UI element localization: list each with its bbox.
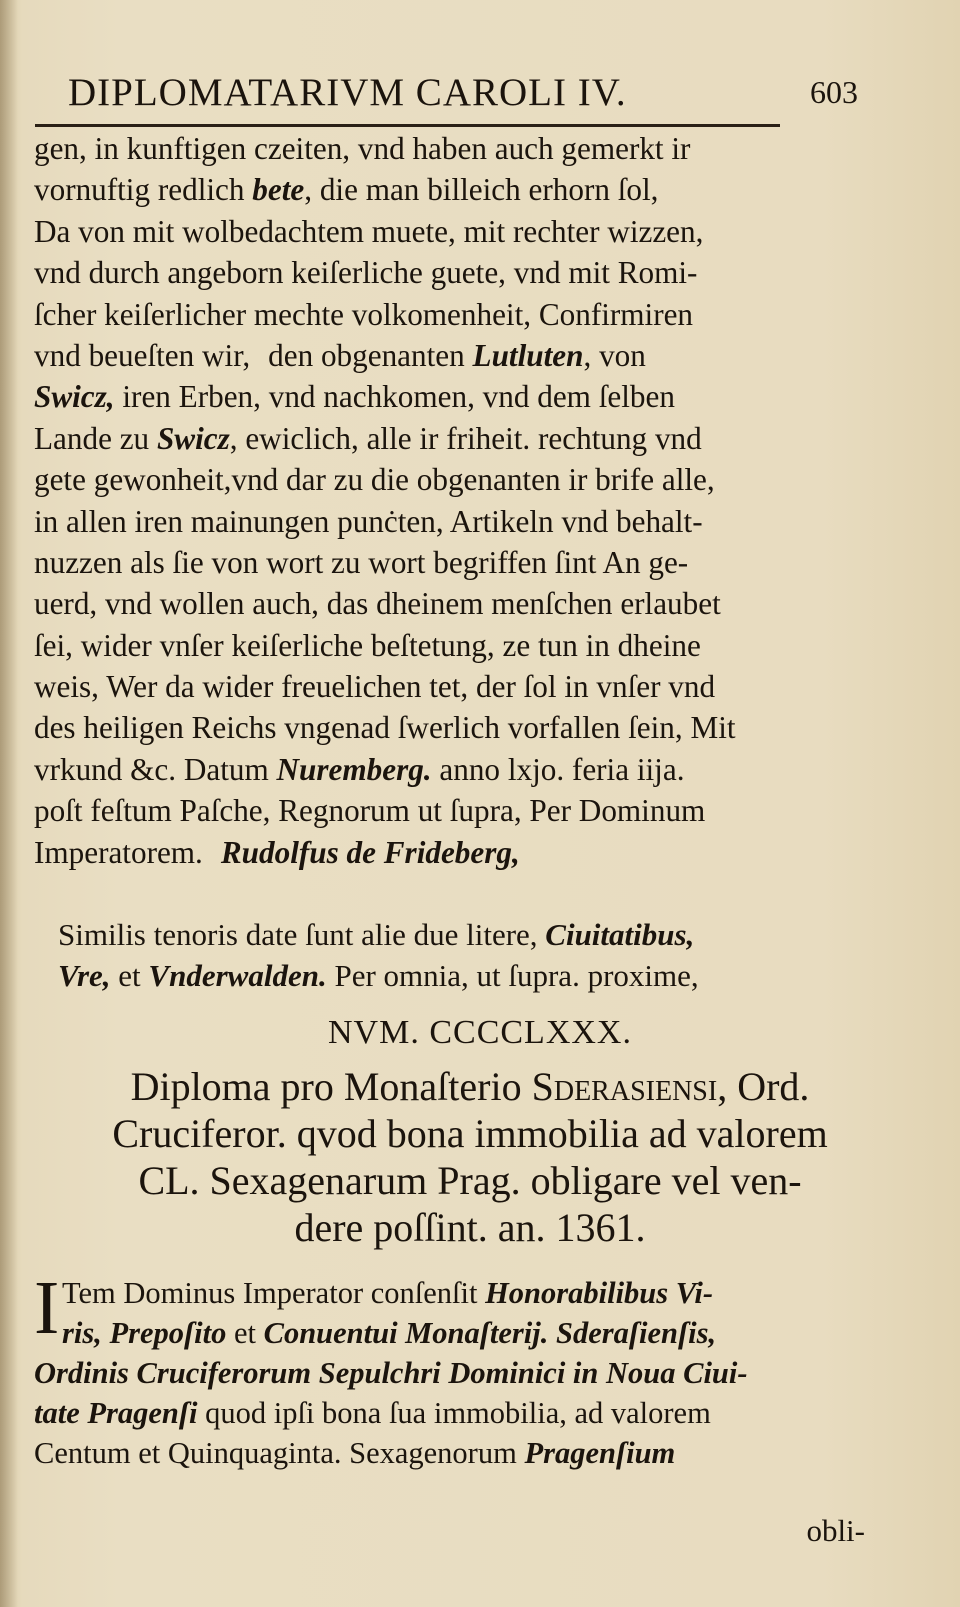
title-line bbox=[30, 1063, 910, 1110]
text-segment: Centum et Quinquaginta. Sexagenorum bbox=[34, 1436, 517, 1470]
text-segment: , Ord. bbox=[717, 1064, 810, 1109]
italic-place: Nuremberg. bbox=[276, 751, 432, 787]
italic-place: Swicz bbox=[156, 420, 230, 456]
text-line: des heiligen Reichs vngenad ſwerlich vorfallen ſein, Mit bbox=[34, 710, 736, 746]
letter-text bbox=[34, 128, 854, 873]
text-line: gen, in kunftigen czeiten, vnd haben auch gemerkt ir bbox=[34, 131, 691, 166]
text-line: ſei, wider vnſer keiſerliche beſtetung, ze tun in dheine bbox=[34, 627, 701, 663]
text-line bbox=[34, 169, 854, 210]
text-line bbox=[34, 418, 854, 459]
text-line bbox=[34, 376, 854, 417]
title-line: dere poſſint. an. 1361. bbox=[294, 1205, 646, 1250]
text-segment: et bbox=[226, 1316, 264, 1350]
running-head: DIPLOMATARIVM CAROLI IV. bbox=[68, 71, 627, 114]
text-line: poſt feſtum Paſche, Regnorum ut ſupra, Per Dominum bbox=[34, 793, 706, 829]
page-number: 603 bbox=[810, 74, 858, 110]
text-line bbox=[34, 1353, 864, 1393]
text-line: uerd, vnd wollen auch, das dheinem menſchen erlaubet bbox=[34, 586, 721, 622]
document-paragraph bbox=[34, 1266, 864, 1473]
header-rule bbox=[35, 124, 780, 127]
text-segment: vrkund &c. Datum bbox=[34, 751, 269, 787]
italic-place: Vnderwalden. bbox=[148, 958, 327, 994]
text-line: nuzzen als ſie von wort zu wort begriffen ſint An ge- bbox=[34, 544, 689, 580]
text-line bbox=[34, 1313, 864, 1353]
italic-phrase: Conuentui Monaſterij. Sderaſienſis, bbox=[263, 1316, 717, 1350]
italic-phrase: Honorabilibus Vi- bbox=[485, 1276, 714, 1310]
text-segment: Per omnia, ut ſupra. proxime, bbox=[326, 958, 699, 994]
text-segment: vornuftig redlich bbox=[34, 172, 245, 208]
text-segment: vnd beueſten wir, bbox=[34, 337, 251, 373]
text-segment: , von bbox=[583, 337, 646, 373]
text-segment: Tem Dominus Imperator conſenſit bbox=[62, 1276, 478, 1310]
text-line bbox=[34, 832, 854, 873]
signer-name: Rudolfus de Frideberg, bbox=[220, 834, 520, 870]
catchword: obli- bbox=[806, 1513, 865, 1548]
text-line bbox=[34, 1273, 864, 1313]
italic-place: Vre, bbox=[58, 958, 111, 994]
binding-shadow bbox=[0, 0, 18, 1607]
italic-word: bete bbox=[252, 172, 305, 208]
text-line: gete gewonheit,vnd dar zu die obgenanten ir brife alle, bbox=[34, 462, 715, 498]
italic-name: Lutluten bbox=[472, 337, 584, 373]
text-line bbox=[58, 955, 699, 996]
document-title bbox=[30, 1063, 910, 1251]
similis-note bbox=[58, 914, 699, 997]
italic-phrase: ris, Prepoſito bbox=[62, 1316, 227, 1350]
italic-phrase: Ordinis Cruciferorum Sepulchri Dominici in Noua Ciui- bbox=[34, 1356, 748, 1390]
title-line: CL. Sexagenarum Prag. obligare vel ven- bbox=[138, 1158, 802, 1203]
italic-phrase: Pragenſium bbox=[524, 1436, 676, 1470]
text-segment: , ewiclich, alle ir friheit. rechtung vnd bbox=[229, 420, 702, 456]
text-segment: Imperatorem. bbox=[34, 834, 203, 870]
text-line: Da von mit wolbedachtem muete, mit rechter wizzen, bbox=[34, 213, 704, 249]
italic-place: Swicz, bbox=[34, 379, 115, 415]
text-line bbox=[34, 1393, 864, 1433]
text-line: weis, Wer da wider freuelichen tet, der ſol in vnſer vnd bbox=[34, 669, 716, 705]
text-segment: iren Erben, vnd nachkomen, vnd dem ſelben bbox=[114, 379, 675, 415]
text-segment: Diploma pro Monaſterio bbox=[130, 1064, 522, 1109]
text-line: vnd durch angeborn keiſerliche guete, vnd mit Romi- bbox=[34, 255, 698, 291]
text-segment: anno lxjo. feria iija. bbox=[431, 751, 685, 787]
text-line bbox=[34, 749, 854, 790]
text-segment: , die man billeich erhorn ſol, bbox=[304, 172, 659, 208]
text-line bbox=[34, 335, 854, 376]
text-line: ſcher keiſerlicher mechte volkomenheit, Confirmiren bbox=[34, 296, 694, 332]
page-header bbox=[68, 70, 858, 120]
text-segment: Similis tenoris date ſunt alie due litere, bbox=[58, 917, 538, 952]
text-line bbox=[34, 1433, 864, 1473]
text-segment: den obgenanten bbox=[268, 337, 465, 373]
text-segment: et bbox=[110, 958, 149, 994]
text-line: in allen iren mainungen punċten, Artikeln vnd behalt- bbox=[34, 503, 703, 539]
text-segment: Lande zu bbox=[34, 420, 150, 456]
document-number: NVM. CCCCLXXX. bbox=[328, 1014, 632, 1051]
italic-phrase: tate Pragenſi bbox=[34, 1396, 198, 1430]
drop-cap: I bbox=[34, 1266, 60, 1350]
small-caps-name: Sderasiensi bbox=[531, 1064, 718, 1109]
italic-word: Ciuitatibus, bbox=[545, 917, 695, 952]
text-segment: quod ipſi bona ſua immobilia, ad valorem bbox=[197, 1396, 711, 1430]
title-line: Cruciferor. qvod bona immobilia ad valorem bbox=[112, 1111, 828, 1156]
text-line bbox=[58, 914, 699, 955]
